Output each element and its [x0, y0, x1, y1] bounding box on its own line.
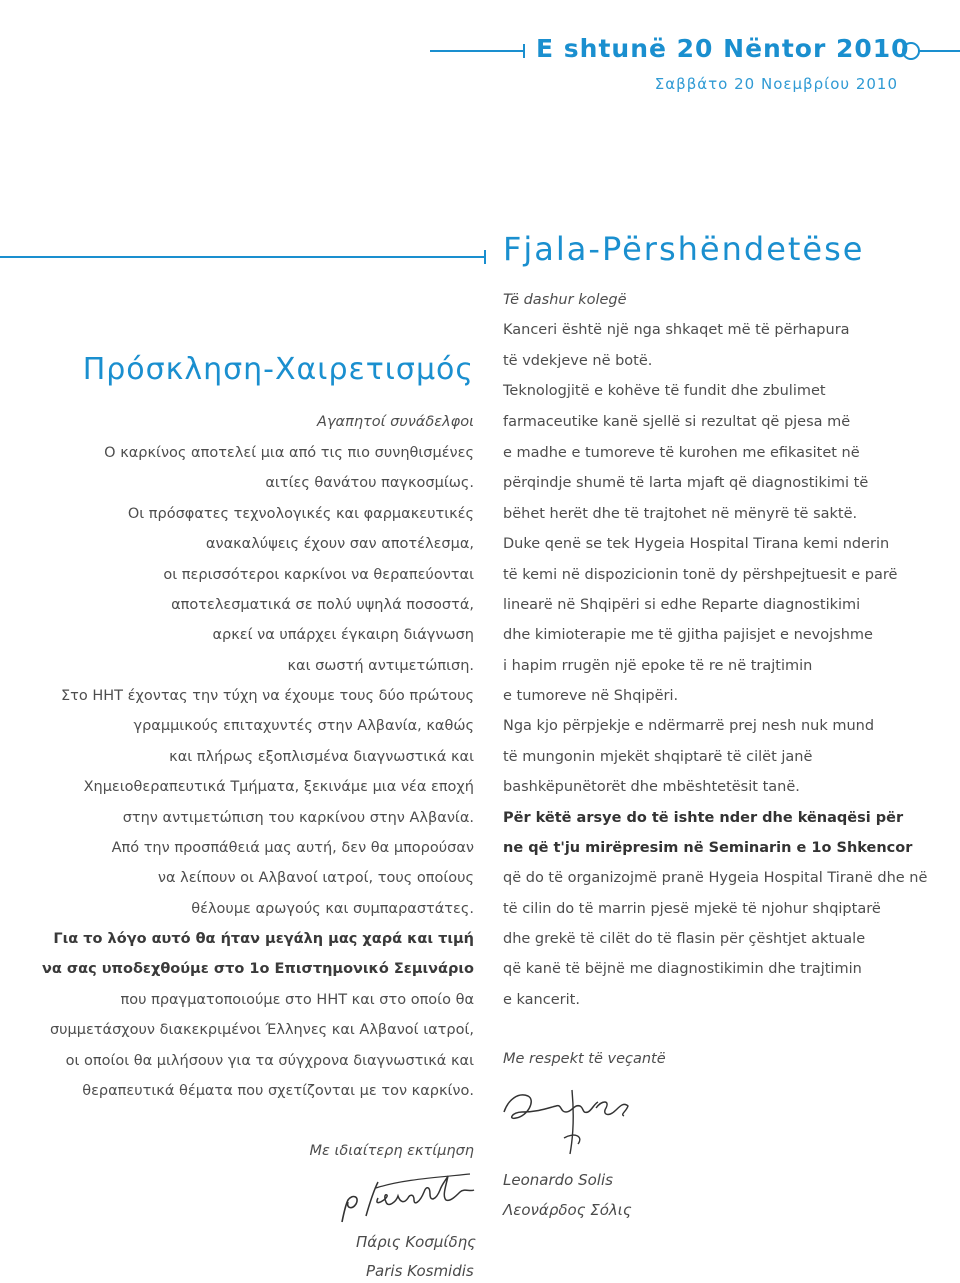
- albanian-title-tick: [484, 250, 486, 264]
- albanian-line: dhe kimioterapie me të gjitha pajisjet e nevojshme: [503, 627, 873, 643]
- greek-line: θέλουμε αρωγούς και συμπαραστάτες.: [191, 901, 474, 917]
- greek-line: και σωστή αντιμετώπιση.: [287, 658, 474, 674]
- albanian-line: e madhe e tumoreve të kurohen me efikasitet në: [503, 445, 860, 461]
- greek-line: που πραγματοποιούμε στο ΗΗΤ και στο οποίο θα: [120, 992, 474, 1008]
- greek-signatory-latin: Paris Kosmidis: [366, 1262, 474, 1280]
- albanian-bold-line: ne që t'ju mirëpresim në Seminarin e 1o Shkencor: [503, 840, 913, 856]
- albanian-line: e kancerit.: [503, 992, 580, 1008]
- albanian-line: të vdekjeve në botë.: [503, 353, 653, 369]
- date-albanian: E shtunë 20 Nëntor 2010: [536, 34, 910, 63]
- greek-line: Από την προσπάθειά μας αυτή, δεν θα μπορούσαν: [111, 840, 474, 856]
- albanian-salutation: Të dashur kolegë: [503, 292, 627, 308]
- albanian-signatory-latin: Leonardo Solis: [503, 1171, 613, 1189]
- greek-line: οι οποίοι θα μιλήσουν για τα σύγχρονα διαγνωστικά και: [65, 1053, 474, 1069]
- albanian-line: të cilin do të marrin pjesë mjekë të njohur shqiptarë: [503, 901, 881, 917]
- greek-line: Στο ΗΗΤ έχοντας την τύχη να έχουμε τους δύο πρώτους: [60, 688, 474, 704]
- albanian-bold-line: Për këtë arsye do të ishte nder dhe kënaqësi për: [503, 810, 904, 826]
- greek-letter: [30, 0, 474, 1283]
- header-rule-right: [918, 50, 960, 52]
- albanian-signatory-greek: Λεονάρδος Σόλις: [503, 1201, 632, 1219]
- albanian-line: Kanceri është një nga shkaqet më të përhapura: [503, 322, 850, 338]
- albanian-line: që do të organizojmë pranë Hygeia Hospital Tiranë dhe në: [503, 870, 928, 886]
- albanian-line: të kemi në dispozicionin tonë dy përshpejtuesit e parë: [503, 567, 898, 583]
- albanian-line: farmaceutike kanë sjellë si rezultat që pjesa më: [503, 414, 851, 430]
- greek-line: συμμετάσχουν διακεκριμένοι Έλληνες και Αλβανοί ιατροί,: [49, 1022, 474, 1038]
- albanian-line: bashkëpunëtorët dhe mbështetësit tanë.: [503, 779, 800, 795]
- greek-line: Οι πρόσφατες τεχνολογικές και φαρμακευτικές: [127, 506, 474, 522]
- greek-bold-line: να σας υποδεχθούμε στο 1ο Επιστημονικό Σεμινάριο: [41, 961, 474, 977]
- greek-line: και πλήρως εξοπλισμένα διαγνωστικά και: [169, 749, 474, 765]
- albanian-line: Nga kjo përpjekje e ndërmarrë prej nesh nuk mund: [503, 718, 875, 734]
- albanian-section-title: Fjala-Përshëndetëse: [503, 230, 865, 268]
- albanian-line: e tumoreve në Shqipëri.: [503, 688, 679, 704]
- albanian-line: dhe grekë të cilët do të flasin për çështjet aktuale: [503, 931, 866, 947]
- greek-salutation: Αγαπητοί συνάδελφοι: [317, 414, 474, 430]
- header-tick-left: [523, 44, 525, 58]
- albanian-line: të mungonin mjekët shqiptarë të cilët janë: [503, 749, 813, 765]
- greek-line: στην αντιμετώπιση του καρκίνου στην Αλβανία.: [122, 810, 474, 826]
- albanian-line: linearë në Shqipëri si edhe Reparte diagnostikimi: [503, 597, 861, 613]
- albanian-line: përqindje shumë të larta mjaft që diagnostikimi të: [503, 475, 869, 491]
- date-greek: Σαββάτο 20 Νοεμβρίου 2010: [654, 75, 898, 93]
- albanian-line: Duke qenë se tek Hygeia Hospital Tirana kemi nderin: [503, 536, 890, 552]
- greek-line: ανακαλύψεις έχουν σαν αποτέλεσμα,: [205, 536, 474, 552]
- greek-section-title: Πρόσκληση-Χαιρετισμός: [82, 352, 474, 387]
- greek-line: Χημειοθεραπευτικά Τμήματα, ξεκινάμε μια νέα εποχή: [83, 779, 474, 795]
- albanian-line: Teknologjitë e kohëve të fundit dhe zbulimet: [503, 383, 826, 399]
- greek-line: αποτελεσματικά σε πολύ υψηλά ποσοστά,: [171, 597, 474, 613]
- albanian-signature-image: [498, 1082, 638, 1162]
- albanian-line: bëhet herët dhe të trajtohet në mënyrë të saktë.: [503, 506, 858, 522]
- greek-signature-image: [330, 1172, 480, 1232]
- albanian-closing: Me respekt të veçantë: [503, 1051, 666, 1067]
- greek-closing: Με ιδιαίτερη εκτίμηση: [309, 1143, 474, 1159]
- greek-line: αιτίες θανάτου παγκοσμίως.: [265, 475, 474, 491]
- greek-signatory-greek: Πάρις Κοσμίδης: [356, 1233, 476, 1251]
- greek-line: Ο καρκίνος αποτελεί μια από τις πιο συνηθισμένες: [104, 445, 474, 461]
- greek-line: οι περισσότεροι καρκίνοι να θεραπεύονται: [163, 567, 474, 583]
- greek-line: να λείπουν οι Αλβανοί ιατροί, τους οποίους: [157, 870, 474, 886]
- albanian-line: që kanë të bëjnë me diagnostikimin dhe trajtimin: [503, 961, 862, 977]
- greek-line: αρκεί να υπάρχει έγκαιρη διάγνωση: [212, 627, 474, 643]
- greek-line: γραμμικούς επιταχυντές στην Αλβανία, καθώς: [133, 718, 474, 734]
- greek-line: θεραπευτικά θέματα που σχετίζονται με τον καρκίνο.: [82, 1083, 474, 1099]
- greek-bold-line: Για το λόγο αυτό θα ήταν μεγάλη μας χαρά και τιμή: [53, 931, 474, 947]
- albanian-line: i hapim rrugën një epoke të re në trajtimin: [503, 658, 813, 674]
